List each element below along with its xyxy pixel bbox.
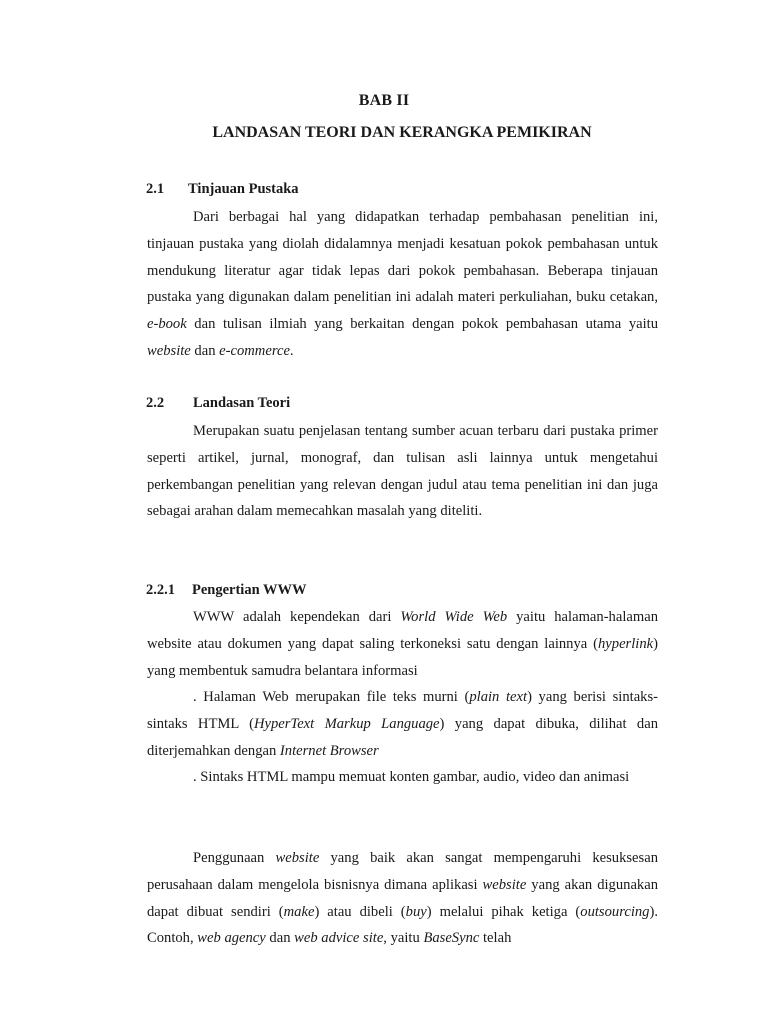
text-run: yaitu halaman-halaman website atau dokumen yang dapat saling terkoneksi satu dengan lainnya ( [147,609,658,652]
paragraph-www-definition [147,604,658,684]
text-run: dan [265,930,295,947]
text-run: ) yang dapat dibuka, dilihat dan diterjemahkan dengan [147,715,658,759]
section-number: 2.1 [146,181,165,197]
italic-text-run: outsourcing [580,903,650,920]
chapter-title: LANDASAN TEORI DAN KERANGKA PEMIKIRAN [212,124,592,141]
text-run: telah [479,930,512,947]
section-title: Tinjauan Pustaka [188,181,299,197]
text-run: Merupakan suatu penjelasan tentang sumber acuan terbaru dari pustaka primer seperti artikel, jurnal, monograf, dan tulisan asli lainnya untuk mengetahui perkembangan penelitian yang relevan dengan judul atau tema penelitian ini dan juga sebagai arahan dalam memecahkan masalah yang diteliti. [147,423,658,520]
italic-text-run: make [283,903,315,920]
text-run: Dari berbagai hal yang didapatkan terhadap pembahasan penelitian ini, tinjauan pustaka yang diolah didalamnya menjadi kesatuan pokok pembahasan untuk mendukung literatur agar tidak lepas dari pokok pembahasan. Beberapa tinjauan pustaka yang digunakan dalam penelitian ini adalah materi perkuliahan, buku cetakan, [147,209,658,306]
section-heading-2-2 [146,395,290,412]
text-run: ) yang membentuk samudra belantara informasi [147,635,658,679]
section-heading-2-1 [146,181,299,198]
text-run: . Sintaks HTML mampu memuat konten gambar, audio, video dan animasi [193,769,630,785]
italic-text-run: buy [405,903,427,920]
section-heading-2-2-1 [146,582,307,599]
section-title: Pengertian WWW [192,582,307,598]
italic-text-run: e-book [147,316,187,333]
section-title: Landasan Teori [193,395,291,411]
text-run: yang akan digunakan dapat dibuat sendiri ( [147,876,659,920]
italic-text-run: website [147,342,191,359]
paragraph-tinjauan-pustaka [147,204,658,365]
text-run: yang baik akan sangat mempengaruhi kesuksesan perusahaan dalam mengelola bisnisnya dimana aplikasi [147,850,658,893]
paragraph-www-html [147,684,658,764]
section-number: 2.2.1 [146,582,175,598]
paragraph-penggunaan-website [147,845,658,952]
italic-text-run: HyperText Markup Language [253,715,440,732]
text-run: ) yang berisi sintaks-sintaks HTML ( [147,689,659,732]
italic-text-run: World Wide Web [400,609,508,625]
italic-text-run: web advice site [294,930,384,947]
text-run: WWW adalah kependekan dari [193,609,401,625]
text-run: ) atau dibeli ( [314,903,406,920]
italic-text-run: Internet Browser [279,742,379,759]
italic-text-run: hyperlink [598,635,654,652]
italic-text-run: website [482,876,527,893]
text-run: ). Contoh, [147,903,658,947]
paragraph-www-html-content [147,764,658,791]
text-run: dan tulisan ilmiah yang berkaitan dengan pokok pembahasan utama yaitu [186,316,658,333]
italic-text-run: web agency [197,930,266,947]
text-run: , yaitu [383,930,424,947]
text-run: . [289,342,294,359]
text-run: ) melalui pihak ketiga ( [426,903,581,920]
chapter-number: BAB II [358,92,410,109]
italic-text-run: website [275,850,320,866]
section-number: 2.2 [146,395,165,411]
paragraph-landasan-teori [147,418,658,525]
text-run: Penggunaan [193,850,276,866]
text-run: . Halaman Web merupakan file teks murni ( [193,689,470,705]
italic-text-run: e-commerce [219,342,290,359]
italic-text-run: BaseSync [423,930,480,947]
italic-text-run: plain text [469,689,528,705]
text-run: dan [190,342,220,359]
